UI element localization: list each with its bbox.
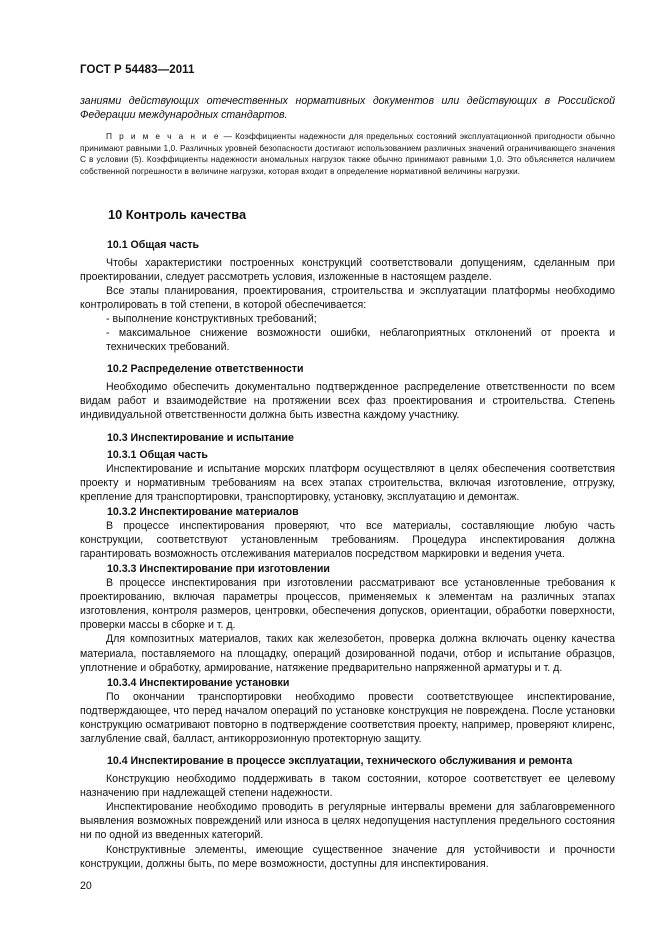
- section-10-3-title: 10.3 Инспектирование и испытание: [107, 431, 294, 444]
- section-10-3-2-title: 10.3.2 Инспектирование материалов: [107, 505, 299, 518]
- section-10-3-1-title: 10.3.1 Общая часть: [107, 448, 208, 461]
- section-10-3-3-title: 10.3.3 Инспектирование при изготовлении: [107, 563, 330, 576]
- intro-continuation: заниями действующих отечественных нормативных документов или действующих в Российской Федерации международных стандартов.: [80, 95, 615, 122]
- intro-note: [80, 131, 615, 177]
- section-10-1-title: 10.1 Общая часть: [107, 238, 200, 251]
- paragraph: В процессе инспектирования проверяют, что все материалы, составляющие любую часть конструкции, соответствуют установленным требованиям. Процедура инспектирования должна гарантировать возможность отслеживания материалов посредством маркировки и ведения учета.: [80, 519, 615, 560]
- section-10-3-4-title: 10.3.4 Инспектирование установки: [107, 676, 290, 689]
- paragraph: Инспектирование и испытание морских платформ осуществляют в целях обеспечения соответствия проекту и нормативным требованиям на всех этапах строительства, включая изготовление, отгрузку, крепление для транспортировки, транспортировку, установку, эксплуатацию и демонтаж.: [80, 462, 615, 503]
- paragraph: Необходимо обеспечить документально подтвержденное распределение ответственности по всем видам работ и взаимодействие на протяжении всех фаз проектирования и строительства. Степень индивидуальной ответственности должна быть известна каждому участнику.: [80, 381, 615, 422]
- paragraph: Конструктивные элементы, имеющие существенное значение для устойчивости и прочности конструкции, должны быть, по мере возможности, доступны для инспектирования.: [80, 843, 615, 870]
- section-10-title: 10 Контроль качества: [108, 206, 247, 222]
- note-label: П р и м е ч а н и е: [106, 131, 221, 142]
- list-item: - выполнение конструктивных требований;: [106, 312, 317, 325]
- paragraph: Конструкцию необходимо поддерживать в таком состоянии, которое соответствует ее целевому назначению при надлежащей степени надежности.: [80, 773, 615, 800]
- paragraph: Для композитных материалов, таких как железобетон, проверка должна включать оценку качества материала, поставляемого на площадку, операций дозированной подачи, отбор и испытание образцов, уплотнение и обработку, армирование, натяжение предварительно напряженной арматуры и т. д.: [80, 633, 615, 674]
- paragraph: По окончании транспортировки необходимо провести соответствующее инспектирование, подтверждающее, что перед началом операций по установке конструкция не повреждена. После установки конструкцию осматривают повторно в подтверждение соответствия проекту, например, проверяют клиренс, заглубление свай, балласт, антикоррозионную протекторную защиту.: [80, 690, 615, 745]
- section-10-4-title: 10.4 Инспектирование в процессе эксплуатации, технического обслуживания и ремонта: [107, 755, 573, 768]
- page-content: [80, 94, 615, 871]
- section-10-2-title: 10.2 Распределение ответственности: [107, 363, 304, 376]
- paragraph: Инспектирование необходимо проводить в регулярные интервалы времени для заблаговременного выявления возможных повреждений или износа в целях недопущения наступления предельного состояния ни по одной из введенных категорий.: [80, 801, 615, 842]
- paragraph: В процессе инспектирования при изготовлении рассматривают все установленные требования к проектированию, включая параметры процессов, применяемых к элементам на различных этапах изготовления, контроля размеров, центровки, обеспечения допусков, ориентации, обработки поверхности, проверки массы в сборке и т. д.: [80, 577, 615, 632]
- list-item: - максимальное снижение возможности ошибки, неблагоприятных отклонений от проекта и технических требований.: [106, 327, 615, 354]
- document-header: ГОСТ Р 54483—2011: [80, 64, 195, 76]
- paragraph: Чтобы характеристики построенных конструкций соответствовали допущениям, сделанным при проектировании, следует рассмотреть условия, изложенные в настоящем разделе.: [80, 256, 615, 283]
- paragraph: Все этапы планирования, проектирования, строительства и эксплуатации платформы необходимо контролировать в той степени, в которой обеспечивается:: [80, 284, 615, 311]
- page-number: 20: [80, 880, 92, 892]
- note-text: — Коэффициенты надежности для предельных состояний эксплуатационной пригодности обычно принимают равными 1,0. Различных уровней безопасности достигают использованием различных значений ограничивающего значения C в условии (5). Коэффициенты надежности аномальных нагрузок также обычно принимают равными 1,0. Это объясняется наличием собственной погрешности в величине нагрузки, которая входит в определение нормативной величины нагрузки.: [80, 131, 615, 176]
